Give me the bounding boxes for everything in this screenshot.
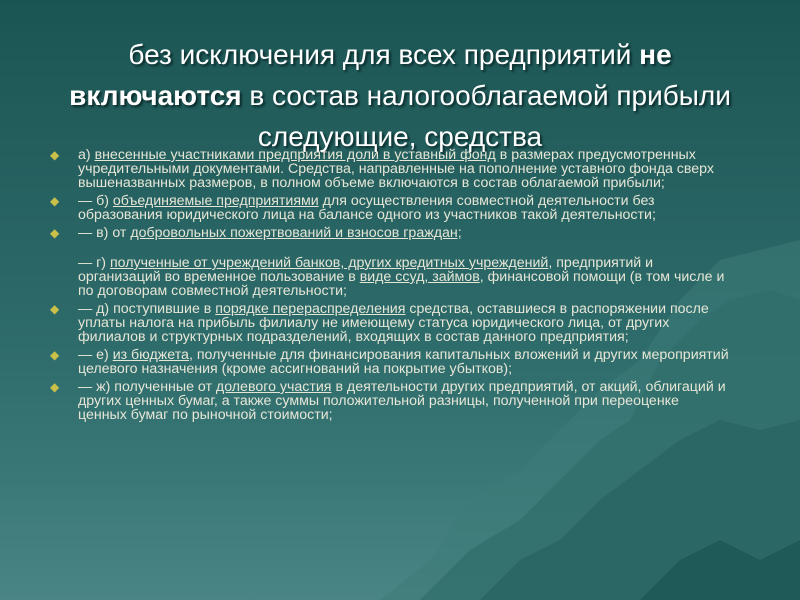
link-a[interactable]: внесенные участниками предприятия доли в уставный фонд: [94, 147, 496, 163]
title-part1: без исключения для всех предприятий: [128, 39, 640, 70]
link-g2[interactable]: виде ссуд, займов: [359, 269, 480, 285]
link-v[interactable]: добровольных пожертвований и взносов граждан;: [130, 225, 462, 241]
bullet-icon: ◆: [50, 348, 60, 362]
title-part2: в состав налогооблагаемой прибыли следующие, средства: [241, 80, 731, 152]
list-item-b: ◆ — б) объединяемые предприятиями для осуществления совместной деятельности без образования юридического лица на балансе одного из участников такой деятельности;: [50, 193, 656, 223]
list-item-v: ◆ — в) от добровольных пожертвований и взносов граждан; — г) полученные от учреждений банков, других кредитных учреждений, предприятий и организаций во временное пользование в виде ссуд, займов, финансовой помощи (в том числе и по договорам совместной деятельности;: [50, 226, 730, 298]
link-zh[interactable]: долевого участия: [215, 379, 332, 395]
title-bold: не включаются: [69, 39, 672, 111]
list-item-zh: ◆ — ж) полученные от долевого участия в деятельности других предприятий, от акций, облигаций и других ценных бумаг, а также суммы положительной разницы, полученной при переоценке ценных бумаг по рыночной стоимости;: [50, 379, 726, 423]
slide-title: [40, 34, 760, 157]
list-item-a: ◆ а) внесенные участниками предприятия доли в уставный фонд в размерах предусмотренных учредительными документами. Средства, направленные на пополнение уставного фонда сверх вышеназванных размеров, в полном объеме включаются в состав облагаемой прибыли;: [50, 147, 714, 191]
bullet-icon: ◆: [50, 194, 60, 208]
bullet-icon: ◆: [50, 148, 60, 162]
list-item-e: ◆ — е) из бюджета, полученные для финансирования капитальных вложений и других мероприятий целевого назначения (кроме ассигнований на покрытие убытков);: [50, 347, 729, 377]
bullet-list: [50, 148, 730, 426]
bullet-icon: ◆: [50, 380, 60, 394]
link-b[interactable]: объединяемые предприятиями: [112, 193, 319, 209]
bullet-icon: ◆: [50, 226, 60, 240]
spacer: [78, 240, 730, 256]
link-g[interactable]: полученные от учреждений банков, других кредитных учреждений: [109, 255, 549, 271]
link-d[interactable]: порядке перераспределения: [215, 301, 406, 317]
link-e[interactable]: из бюджета: [112, 347, 189, 363]
list-item-d: ◆ — д) поступившие в порядке перераспределения средства, оставшиеся в распоряжении после уплаты налога на прибыль филиалу не имеющему статуса юридического лица, от других филиалов и структурных подразделений, входящих в состав данного предприятия;: [50, 301, 709, 345]
bullet-icon: ◆: [50, 302, 60, 316]
